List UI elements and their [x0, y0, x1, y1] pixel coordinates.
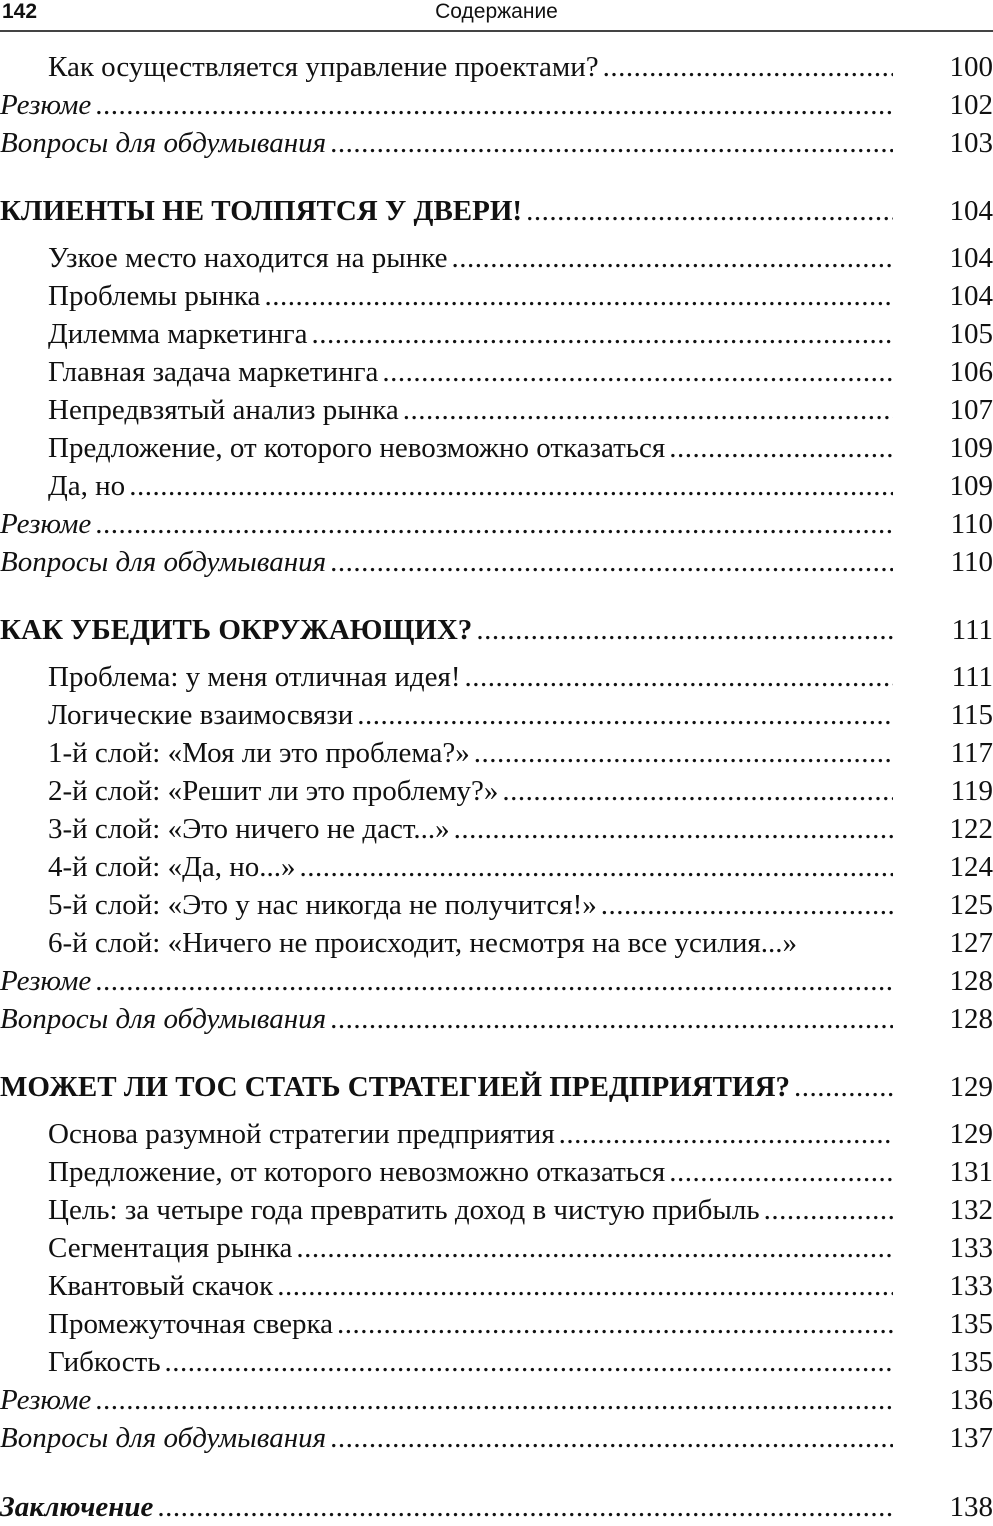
entry-title: 6-й слой: «Ничего не происходит, несмотря на все усилия...»: [48, 927, 797, 959]
dot-leader: [555, 1115, 893, 1153]
entry-title: 4-й слой: «Да, но...»: [48, 851, 296, 883]
entry-page: 129: [949, 1118, 993, 1150]
entry-page: 119: [950, 775, 993, 807]
entry-title: Предложение, от которого невозможно отказаться: [48, 432, 666, 464]
dot-leader: [153, 1488, 893, 1526]
dot-leader: [292, 1229, 893, 1267]
entry-page: 107: [949, 394, 993, 426]
dot-leader: [296, 848, 893, 886]
dot-leader: [797, 924, 898, 962]
toc-entry-sub: [0, 734, 993, 772]
toc-entry-sub: [0, 1267, 993, 1305]
dot-leader: [326, 124, 893, 162]
entry-page: 103: [949, 127, 993, 159]
entry-title: Предложение, от которого невозможно отказаться: [48, 1156, 666, 1188]
entry-title: Как осуществляется управление проектами?: [48, 51, 599, 83]
entry-page: 117: [950, 737, 993, 769]
entry-page: 111: [951, 661, 993, 693]
entry-page: 124: [949, 851, 993, 883]
entry-title: Главная задача маркетинга: [48, 356, 379, 388]
toc-entry-sub: [0, 315, 993, 353]
entry-page: 100: [949, 51, 993, 83]
dot-leader: [273, 1267, 893, 1305]
toc-entry-sub: [0, 391, 993, 429]
dot-leader: [353, 696, 893, 734]
toc-entry-summary: [0, 1419, 993, 1457]
entry-title: Резюме: [0, 1384, 92, 1416]
toc-entry-summary: [0, 962, 993, 1000]
entry-title: МОЖЕТ ЛИ TOC СТАТЬ СТРАТЕГИЕЙ ПРЕДПРИЯТИЯ?: [0, 1071, 791, 1103]
dot-leader: [472, 611, 893, 649]
toc-entry-sub: [0, 886, 993, 924]
toc-entry-summary: [0, 86, 993, 124]
dot-leader: [326, 543, 893, 581]
entry-title: Заключение: [0, 1491, 154, 1523]
dot-leader: [522, 192, 893, 230]
entry-page: 104: [949, 280, 993, 312]
page-number: 142: [2, 0, 38, 23]
entry-title: Сегментация рынка: [48, 1232, 293, 1264]
dot-leader: [498, 772, 893, 810]
entry-page: 106: [949, 356, 993, 388]
toc-entry-sub: [0, 48, 993, 86]
entry-page: 137: [949, 1422, 993, 1454]
entry-title: Вопросы для обдумывания: [0, 546, 327, 578]
dot-leader: [260, 277, 893, 315]
entry-page: 104: [949, 195, 993, 227]
entry-page: 131: [949, 1156, 993, 1188]
entry-page: 122: [949, 813, 993, 845]
dot-leader: [91, 1381, 893, 1419]
entry-title: Логические взаимосвязи: [48, 699, 354, 731]
entry-title: Квантовый скачок: [48, 1270, 274, 1302]
entry-title: Проблема: у меня отличная идея!: [48, 661, 461, 693]
entry-title: КЛИЕНТЫ НЕ ТОЛПЯТСЯ У ДВЕРИ!: [0, 195, 523, 227]
entry-page: 127: [949, 927, 993, 959]
entry-page: 102: [949, 89, 993, 121]
dot-leader: [448, 239, 894, 277]
dot-leader: [790, 1068, 893, 1106]
toc-entry-summary: [0, 124, 993, 162]
toc-entry-chapter: [0, 1068, 993, 1106]
toc-entry-chapter: [0, 192, 993, 230]
toc-entry-sub: [0, 1115, 993, 1153]
toc-entry-sub: [0, 277, 993, 315]
entry-page: 133: [949, 1232, 993, 1264]
toc-entry-sub: [0, 467, 993, 505]
toc-entry-summary: [0, 1381, 993, 1419]
dot-leader: [326, 1419, 893, 1457]
dot-leader: [665, 429, 893, 467]
entry-page: 128: [949, 1003, 993, 1035]
running-title: Содержание: [435, 0, 558, 23]
entry-page: 109: [949, 432, 993, 464]
entry-title: Гибкость: [48, 1346, 161, 1378]
entry-page: 115: [950, 699, 993, 731]
dot-leader: [399, 391, 893, 429]
toc-entry-summary: [0, 543, 993, 581]
table-of-contents: [0, 48, 993, 1526]
entry-title: Дилемма маркетинга: [48, 318, 308, 350]
toc-entry-sub: [0, 848, 993, 886]
entry-title: 2-й слой: «Решит ли это проблему?»: [48, 775, 499, 807]
entry-title: КАК УБЕДИТЬ ОКРУЖАЮЩИХ?: [0, 614, 473, 646]
dot-leader: [760, 1191, 893, 1229]
toc-entry-summary: [0, 1000, 993, 1038]
dot-leader: [378, 353, 893, 391]
entry-title: 5-й слой: «Это у нас никогда не получится!»: [48, 889, 597, 921]
entry-title: 1-й слой: «Моя ли это проблема?»: [48, 737, 470, 769]
entry-page: 136: [949, 1384, 993, 1416]
entry-title: 3-й слой: «Это ничего не даст...»: [48, 813, 450, 845]
entry-page: 128: [949, 965, 993, 997]
entry-page: 110: [950, 508, 993, 540]
dot-leader: [91, 505, 893, 543]
toc-entry-chapter: [0, 611, 993, 649]
entry-title: Промежуточная сверка: [48, 1308, 334, 1340]
entry-page: 111: [951, 614, 993, 646]
entry-page: 104: [949, 242, 993, 274]
entry-title: Основа разумной стратегии предприятия: [48, 1118, 555, 1150]
toc-entry-sub: [0, 1343, 993, 1381]
toc-entry-sub: [0, 772, 993, 810]
toc-entry-sub: [0, 1153, 993, 1191]
dot-leader: [91, 962, 893, 1000]
toc-entry-conclusion: [0, 1488, 993, 1526]
dot-leader: [91, 86, 893, 124]
dot-leader: [599, 48, 893, 86]
entry-page: 125: [949, 889, 993, 921]
toc-entry-sub: [0, 239, 993, 277]
toc-entry-summary: [0, 505, 993, 543]
entry-title: Проблемы рынка: [48, 280, 261, 312]
entry-page: 138: [949, 1491, 993, 1523]
toc-entry-sub: [0, 658, 993, 696]
entry-title: Резюме: [0, 89, 92, 121]
dot-leader: [470, 734, 893, 772]
entry-page: 109: [949, 470, 993, 502]
entry-title: Цель: за четыре года превратить доход в чистую прибыль: [48, 1194, 760, 1226]
dot-leader: [333, 1305, 893, 1343]
entry-page: 129: [949, 1071, 993, 1103]
entry-title: Да, но: [48, 470, 126, 502]
dot-leader: [665, 1153, 893, 1191]
entry-page: 135: [949, 1308, 993, 1340]
toc-entry-sub: [0, 1305, 993, 1343]
entry-page: 105: [949, 318, 993, 350]
dot-leader: [450, 810, 893, 848]
entry-title: Резюме: [0, 508, 92, 540]
entry-title: Вопросы для обдумывания: [0, 1422, 327, 1454]
toc-entry-sub: [0, 1229, 993, 1267]
dot-leader: [308, 315, 893, 353]
dot-leader: [161, 1343, 893, 1381]
dot-leader: [597, 886, 893, 924]
entry-page: 133: [949, 1270, 993, 1302]
toc-entry-sub: [0, 696, 993, 734]
entry-title: Вопросы для обдумывания: [0, 127, 327, 159]
entry-title: Узкое место находится на рынке: [48, 242, 448, 274]
entry-page: 132: [949, 1194, 993, 1226]
entry-title: Непредвзятый анализ рынка: [48, 394, 399, 426]
entry-page: 135: [949, 1346, 993, 1378]
entry-page: 110: [950, 546, 993, 578]
toc-entry-sub: [0, 810, 993, 848]
entry-title: Резюме: [0, 965, 92, 997]
toc-entry-sub: [0, 429, 993, 467]
dot-leader: [461, 658, 894, 696]
entry-title: Вопросы для обдумывания: [0, 1003, 327, 1035]
toc-entry-sub: [0, 353, 993, 391]
toc-entry-sub: [0, 1191, 993, 1229]
dot-leader: [125, 467, 893, 505]
toc-entry-sub: [0, 924, 993, 962]
page-header: [0, 0, 993, 32]
dot-leader: [326, 1000, 893, 1038]
